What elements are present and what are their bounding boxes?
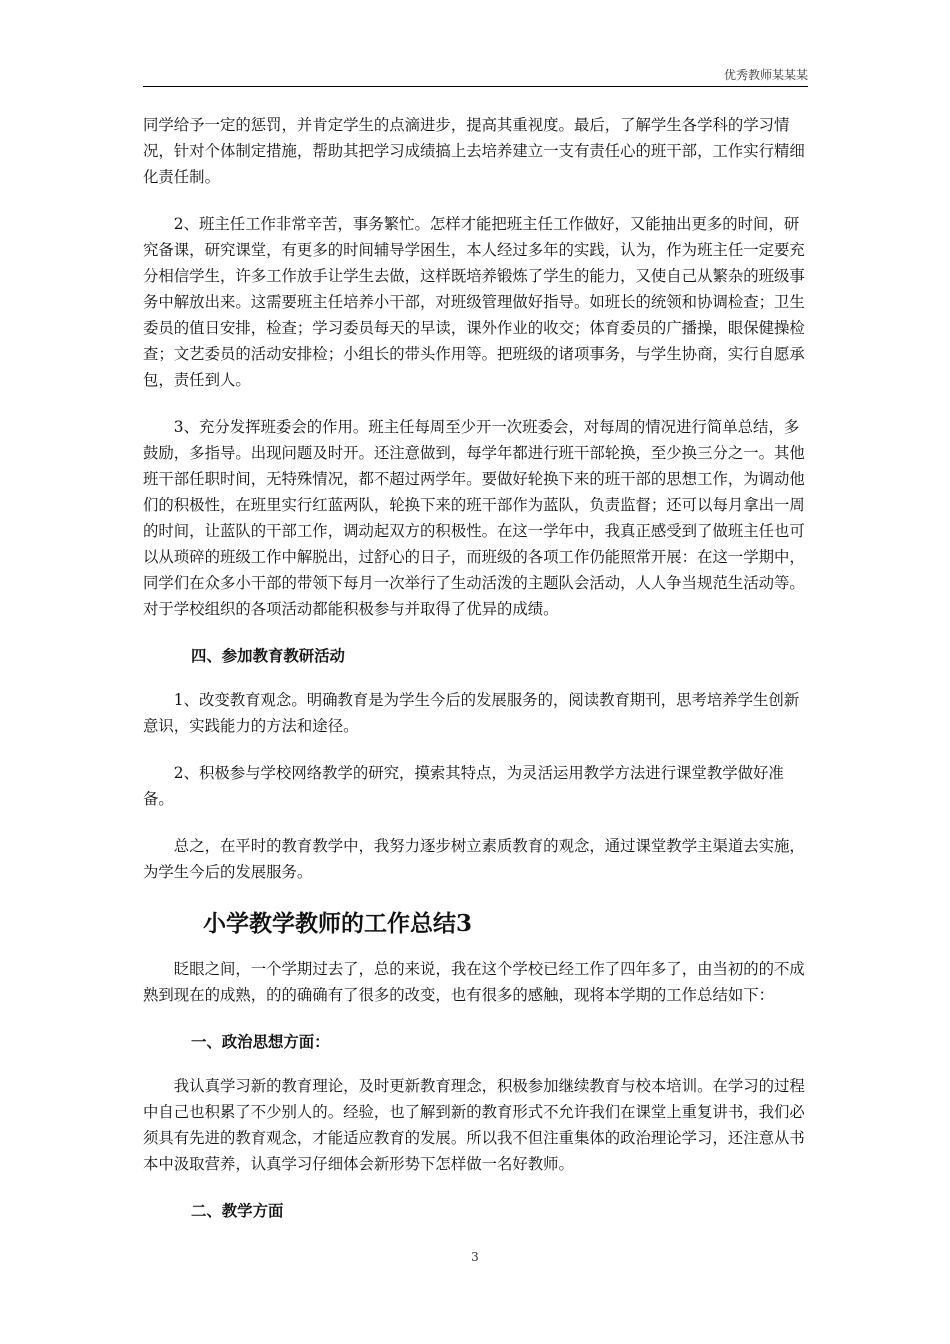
paragraph: 3、充分发挥班委会的作用。班主任每周至少开一次班委会，对每周的情况进行简单总结，多鼓励，多指导。出现问题及时开。还注意做到，每学年都进行班干部轮换，至少换三分之一。其他班干部任职时间，无特殊情况，都不超过两学年。要做好轮换下来的班干部的思想工作，为调动他们的积极性，在班里实行红蓝两队，轮换下来的班干部作为蓝队，负责监督；还可以每月拿出一周的时间，让蓝队的干部工作，调动起双方的积极性。在这一学年中，我真正感受到了做班主任也可以从琐碎的班级工作中解脱出，过舒心的日子，而班级的各项工作仍能照常开展：在这一学期中，同学们在众多小干部的带领下每月一次举行了生动活泼的主题队会活动，人人争当规范生活动等。对于学校组织的各项活动都能积极参与并取得了优异的成绩。 bbox=[143, 418, 805, 618]
paragraph: 1、改变教育观念。明确教育是为学生今后的发展服务的，阅读教育期刊，思考培养学生创新意识，实践能力的方法和途径。 bbox=[143, 691, 800, 735]
paragraph: 总之，在平时的教育教学中，我努力逐步树立素质教育的观念，通过课堂教学主渠道去实施，为学生今后的发展服务。 bbox=[143, 837, 805, 881]
page-number: 3 bbox=[471, 1250, 479, 1264]
paragraph: 我认真学习新的教育理论，及时更新教育理念，积极参加继续教育与校本培训。在学习的过程中自己也积累了不少别人的。经验，也了解到新的教育形式不允许我们在课堂上重复讲书，我们必须具有先进的教育观念，才能适应教育的发展。所以我不但注重集体的政治理论学习，还注意从书本中汲取营养，认真学习仔细体会新形势下怎样做一名好教师。 bbox=[143, 1077, 805, 1173]
paragraph: 同学给予一定的惩罚，并肯定学生的点滴进步，提高其重视度。最后，了解学生各学科的学习情况，针对个体制定措施，帮助其把学习成绩搞上去培养建立一支有责任心的班干部，工作实行精细化责任制。 bbox=[143, 116, 805, 186]
section-heading: 二、教学方面 bbox=[191, 1202, 284, 1220]
header-divider bbox=[143, 86, 808, 87]
document-body bbox=[143, 112, 808, 1242]
document-title: 小学教学教师的工作总结3 bbox=[203, 910, 473, 937]
section-heading: 四、参加教育教研活动 bbox=[191, 647, 345, 665]
page-header: 优秀教师某某某 bbox=[723, 68, 808, 82]
paragraph: 2、积极参与学校网络教学的研究，摸索其特点，为灵活运用教学方法进行课堂教学做好准备。 bbox=[143, 764, 784, 808]
paragraph: 眨眼之间，一个学期过去了，总的来说，我在这个学校已经工作了四年多了，由当初的的不成熟到现在的成熟，的的确确有了很多的改变，也有很多的感触，现将本学期的工作总结如下： bbox=[143, 960, 805, 1004]
section-heading: 一、政治思想方面： bbox=[191, 1033, 330, 1051]
paragraph: 2、班主任工作非常辛苦，事务繁忙。怎样才能把班主任工作做好，又能抽出更多的时间，研究备课，研究课堂，有更多的时间辅导学困生，本人经过多年的实践，认为，作为班主任一定要充分相信学生，许多工作放手让学生去做，这样既培养锻炼了学生的能力，又使自己从繁杂的班级事务中解放出来。这需要班主任培养小干部，对班级管理做好指导。如班长的统领和协调检查；卫生委员的值日安排，检查；学习委员每天的早读，课外作业的收交；体育委员的广播操，眼保健操检查；文艺委员的活动安排检；小组长的带头作用等。把班级的诸项事务，与学生协商，实行自愿承包，责任到人。 bbox=[143, 215, 805, 389]
